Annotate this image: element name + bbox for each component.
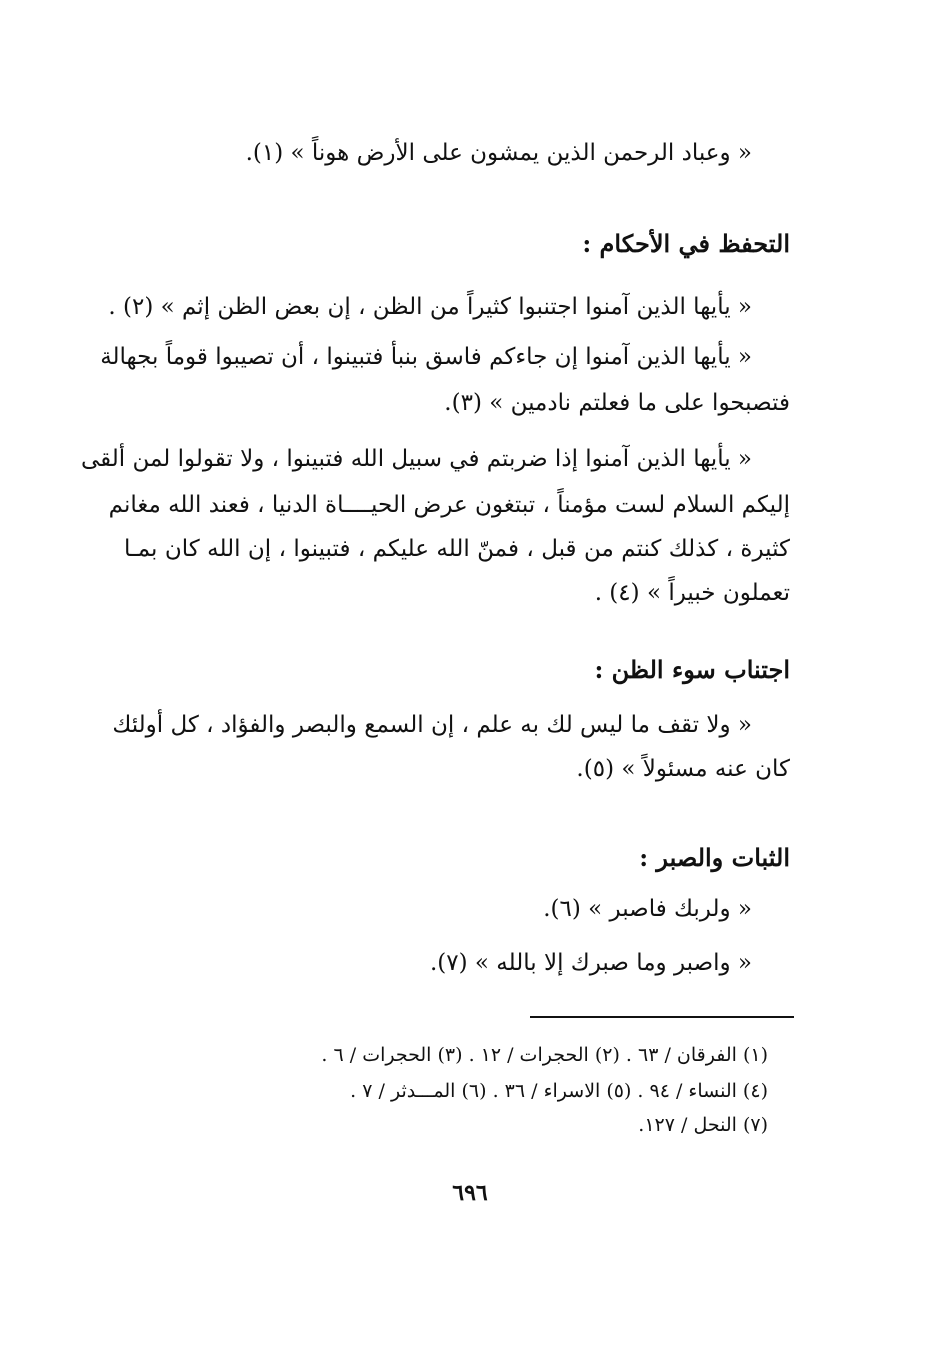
- section-heading: التحفظ في الأحكام :: [582, 229, 790, 258]
- footnote-line: (٤) النساء / ٩٤ . (٥) الاسراء / ٣٦ . (٦) المـــدثر / ٧ .: [350, 1080, 768, 1102]
- quote-line: « يأيها الذين آمنوا إذا ضربتم في سبيل الله فتبينوا ، ولا تقولوا لمن ألقى: [80, 446, 752, 472]
- quote-line: فتصبحوا على ما فعلتم نادمين » (٣).: [444, 390, 790, 416]
- quote-line: « واصبر وما صبرك إلا بالله » (٧).: [429, 950, 752, 976]
- quote-line: « يأيها الذين آمنوا إن جاءكم فاسق بنبأ فتبينوا ، أن تصيبوا قوماً بجهالة: [100, 344, 752, 370]
- footnote-line: (٧) النحل / ١٢٧.: [638, 1114, 768, 1136]
- quote-line: إليكم السلام لست مؤمناً ، تبتغون عرض الحيــــاة الدنيا ، فعند الله مغانم: [108, 492, 790, 518]
- section-heading: الثبات والصبر :: [639, 843, 790, 872]
- quote-line: « يأيها الذين آمنوا اجتنبوا كثيراً من الظن ، إن بعض الظن إثم » (٢) .: [108, 294, 752, 320]
- section-heading: اجتناب سوء الظن :: [594, 655, 790, 684]
- quote-line: تعملون خبيراً » (٤) .: [594, 580, 790, 606]
- page-number: ٦٩٦: [452, 1180, 488, 1206]
- quote-line: كثيرة ، كذلك كنتم من قبل ، فمنّ الله عليكم ، فتبينوا ، إن الله كان بمـا: [124, 536, 790, 562]
- footnote-line: (١) الفرقان / ٦٣ . (٢) الحجرات / ١٢ . (٣) الحجرات / ٦ .: [321, 1044, 768, 1066]
- quote-line: « وعباد الرحمن الذين يمشون على الأرض هوناً » (١).: [245, 140, 752, 166]
- quote-line: « ولربك فاصبر » (٦).: [543, 896, 752, 922]
- quote-line: كان عنه مسئولاً » (٥).: [576, 756, 790, 782]
- footnote-divider: [530, 1016, 794, 1018]
- quote-line: « ولا تقف ما ليس لك به علم ، إن السمع والبصر والفؤاد ، كل أولئك: [112, 712, 752, 738]
